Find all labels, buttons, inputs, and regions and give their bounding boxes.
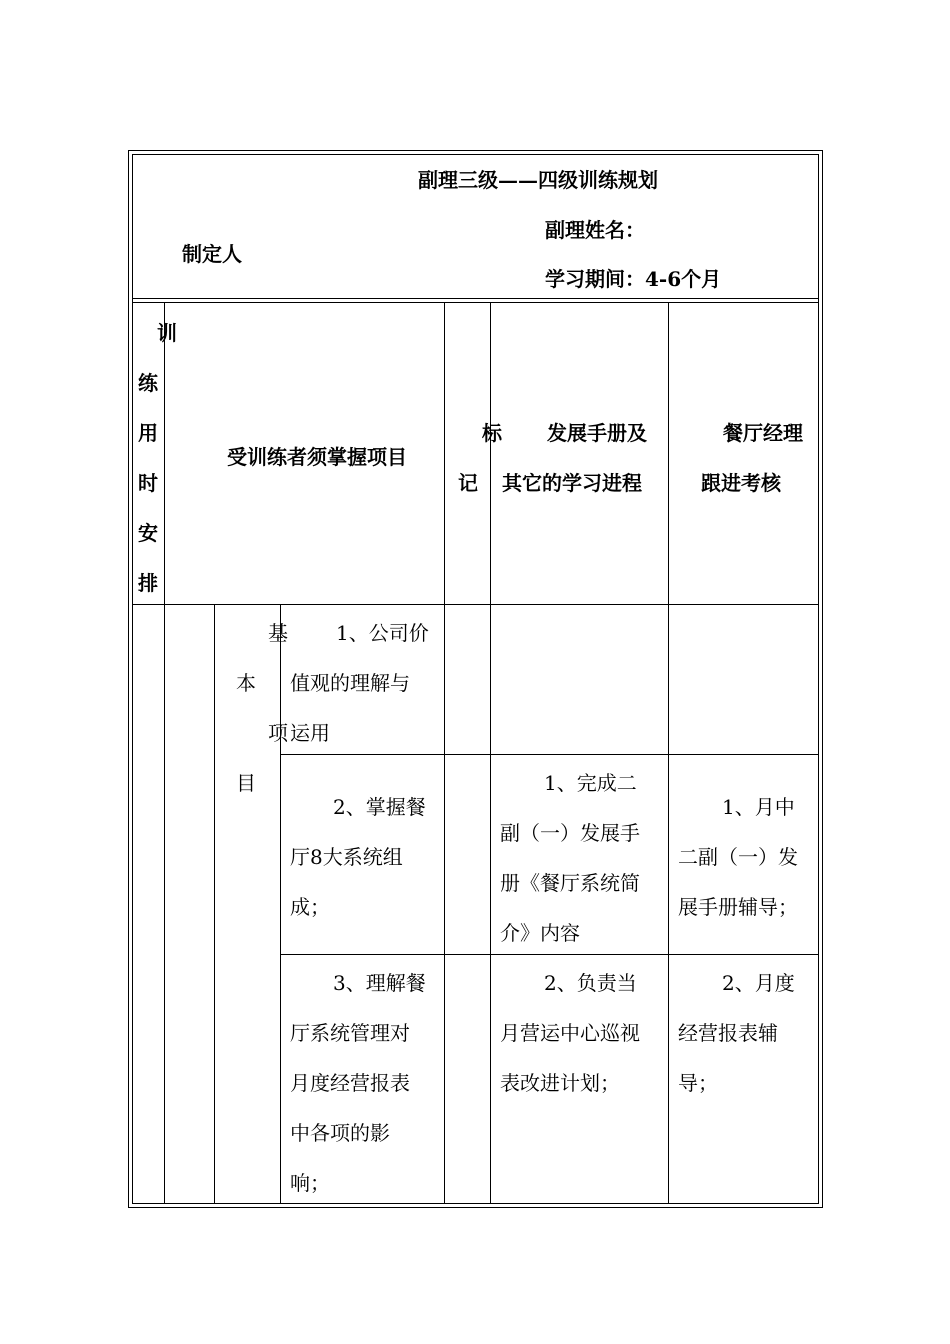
row-3-progress-line-2: 月营运中心巡视: [500, 1021, 640, 1045]
row-2-progress-line-2: 副（一）发展手: [500, 821, 640, 845]
study-period-label: 学习期间：4-6个月: [545, 267, 722, 291]
row-1-item-line-1: 1、公司价: [336, 621, 429, 645]
progress-header-line-2: 其它的学习进程: [502, 471, 642, 495]
row-3-item-line-4: 中各项的影: [290, 1121, 390, 1145]
col-line-category: [280, 604, 281, 1204]
trainee-name-label: 副理姓名：: [545, 218, 645, 242]
row-divider-1: [280, 754, 819, 755]
schedule-header-char-2: 练: [138, 371, 158, 395]
progress-header-line-1: 发展手册及: [547, 421, 647, 445]
row-3-review-line-3: 导；: [678, 1071, 718, 1095]
row-2-item-line-2: 厅8大系统组: [290, 845, 403, 869]
col-line-schedule: [164, 302, 165, 1204]
row-3-review-line-2: 经营报表辅: [678, 1021, 778, 1045]
row-2-review-line-3: 展手册辅导；: [678, 895, 798, 919]
row-2-review-line-2: 二副（一）发: [678, 845, 798, 869]
schedule-header-char-4: 时: [138, 471, 158, 495]
mark-header-bottom: 记: [458, 471, 478, 495]
column-header-divider: [132, 604, 819, 605]
row-1-item-line-2: 值观的理解与: [290, 671, 410, 695]
schedule-header-char-5: 安: [138, 521, 158, 545]
review-header-line-1: 餐厅经理: [723, 421, 803, 445]
schedule-header-char-3: 用: [138, 421, 158, 445]
mark-header-top: 标: [482, 421, 502, 445]
row-2-item-line-1: 2、掌握餐: [333, 795, 426, 819]
row-3-item-line-1: 3、理解餐: [333, 971, 426, 995]
row-3-progress-line-3: 表改进计划；: [500, 1071, 620, 1095]
row-3-progress-line-1: 2、负责当: [544, 971, 637, 995]
schedule-header-char-6: 排: [138, 571, 158, 595]
row-3-item-line-2: 厅系统管理对: [290, 1021, 410, 1045]
col-line-sub: [214, 604, 215, 1204]
row-2-review-line-1: 1、月中: [722, 795, 795, 819]
row-3-item-line-3: 月度经营报表: [290, 1071, 410, 1095]
category-char-1: 基: [268, 621, 288, 645]
row-3-review-line-1: 2、月度: [722, 971, 795, 995]
schedule-header-char-1: 训: [157, 321, 177, 345]
author-label: 制定人: [182, 242, 242, 266]
review-header-line-2: 跟进考核: [701, 471, 781, 495]
row-2-item-line-3: 成；: [290, 895, 330, 919]
row-1-item-line-3: 运用: [290, 721, 330, 745]
row-3-item-line-5: 响；: [290, 1171, 330, 1195]
items-header: 受训练者须掌握项目: [227, 445, 407, 469]
category-char-2: 本: [236, 671, 256, 695]
col-line-items: [444, 302, 445, 1204]
category-char-3: 项: [268, 721, 288, 745]
col-line-progress: [668, 302, 669, 1204]
row-2-progress-line-3: 册《餐厅系统简: [500, 871, 640, 895]
page-title: 副理三级——四级训练规划: [418, 168, 658, 192]
row-2-progress-line-1: 1、完成二: [544, 771, 637, 795]
row-2-progress-line-4: 介》内容: [500, 921, 580, 945]
category-char-4: 目: [236, 771, 256, 795]
